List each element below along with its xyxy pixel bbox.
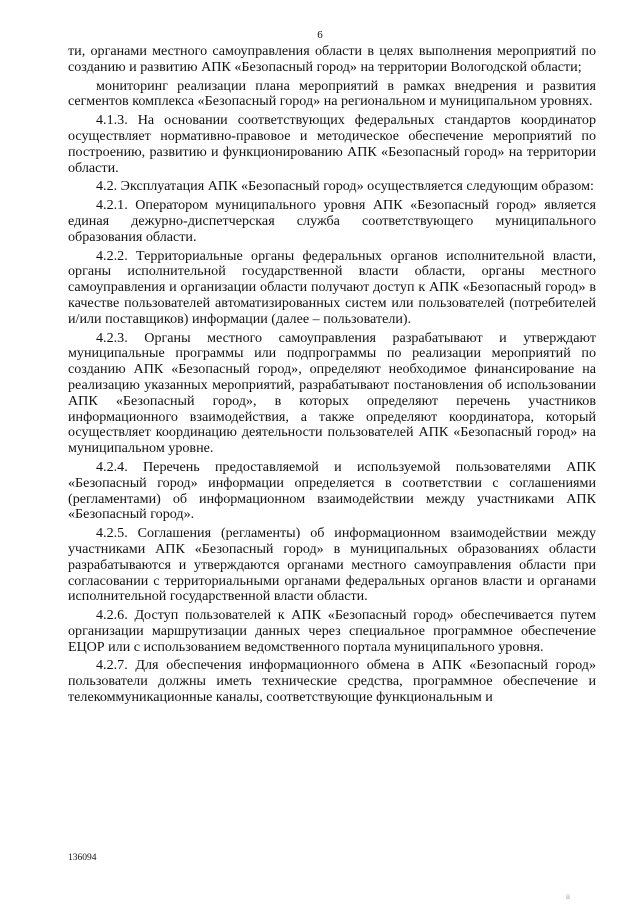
paragraph-4-2-4: 4.2.4. Перечень предоставляемой и используемой пользователями АПК «Безопасный город» информации определяется в соответствии с соглашениями (регламентами) об информационном взаимодействии между участниками АПК «Безопасный город».	[68, 458, 596, 523]
footer-document-code: 136094	[68, 853, 97, 863]
paragraph-continuation: ти, органами местного самоуправления области в целях выполнения мероприятий по созданию и развитию АПК «Безопасный город» на территории Вологодской области;	[68, 43, 596, 75]
paragraph-4-2: 4.2. Эксплуатация АПК «Безопасный город» осуществляется следующим образом:	[96, 178, 594, 195]
document-body	[68, 44, 596, 709]
page-number: 6	[317, 29, 323, 41]
paragraph-4-1-3: 4.1.3. На основании соответствующих федеральных стандартов координатор осуществляет нормативно-правовое и методическое обеспечение мероприятий по построению, развитию и функционированию АПК «Безопасный город» на территории области.	[68, 112, 596, 176]
paragraph-4-2-7: 4.2.7. Для обеспечения информационного обмена в АПК «Безопасный город» пользователи должны иметь технические средства, программное обеспечение и телекоммуникационные каналы, соответствующие функциональным и	[68, 657, 596, 706]
paragraph-4-2-1: 4.2.1. Оператором муниципального уровня АПК «Безопасный город» является единая дежурно-диспетчерская служба соответствующего муниципального образования области.	[68, 197, 596, 245]
corner-mark: ii	[566, 893, 570, 901]
paragraph-4-2-2: 4.2.2. Территориальные органы федеральных органов исполнительной власти, органы исполнительной государственной власти области, органы местного самоуправления и организации области получают доступ к АПК «Безопасный город» в качестве пользователей автоматизированных систем или пользователей (потребителей и/или поставщиков) информации (далее – пользователи).	[68, 247, 596, 327]
paragraph-4-2-6: 4.2.6. Доступ пользователей к АПК «Безопасный город» обеспечивается путем организации маршрутизации данных через специальное программное обеспечение ЕЦОР или с использованием ведомственного портала муниципального уровня.	[68, 607, 596, 655]
paragraph-4-2-5: 4.2.5. Соглашения (регламенты) об информационном взаимодействии между участниками АПК «Безопасный город» в муниципальных образованиях области разрабатываются и утверждаются органами местного самоуправления области при согласовании с территориальными органами федеральных органов власти и органами исполнительной государственной власти области.	[68, 525, 596, 605]
paragraph-4-2-3: 4.2.3. Органы местного самоуправления разрабатывают и утверждают муниципальные программы или подпрограммы по реализации мероприятий по созданию АПК «Безопасный город», определяют необходимое финансирование на реализацию указанных мероприятий, разрабатывают постановления об использовании АПК «Безопасный город», в которых определяют перечень участников информационного взаимодействия, а также определяют координатора, который осуществляет координацию деятельности пользователей АПК «Безопасный город» на муниципальном уровне.	[68, 329, 596, 457]
paragraph-monitoring: мониторинг реализации плана мероприятий в рамках внедрения и развития сегментов комплекса «Безопасный город» на региональном и муниципальном уровнях.	[68, 77, 596, 110]
